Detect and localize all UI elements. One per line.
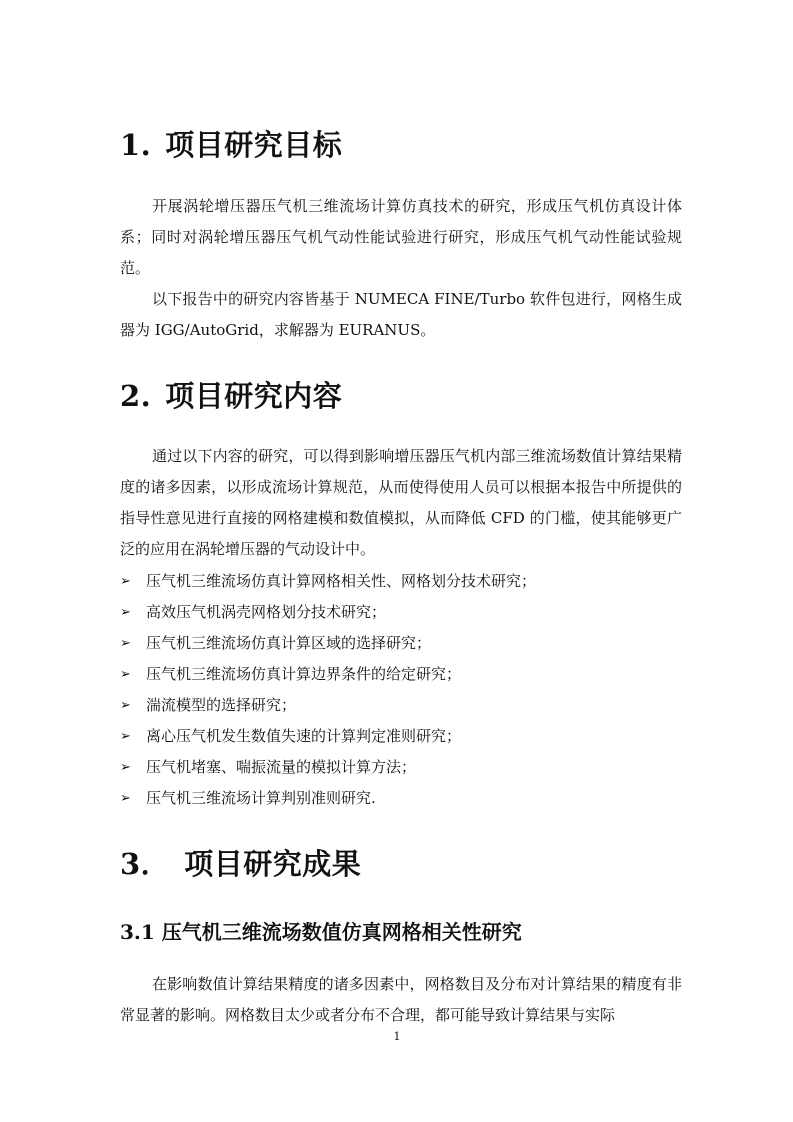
list-item: ➢ 湍流模型的选择研究；: [120, 690, 682, 721]
list-item: ➢ 压气机三维流场仿真计算网格相关性、网格划分技术研究；: [120, 566, 682, 597]
arrowhead-right-icon: ➢: [120, 791, 131, 806]
subsection-3-1-paragraph: 在影响数值计算结果精度的诸多因素中，网格数目及分布对计算结果的精度有非常显著的影响。网格数目太少或者分布不合理，都可能导致计算结果与实际: [120, 975, 682, 1024]
arrowhead-right-icon: ➢: [120, 729, 131, 744]
research-content-list: [120, 566, 682, 814]
section-1-paragraph-1: 开展涡轮增压器压气机三维流场计算仿真技术的研究，形成压气机仿真设计体系；同时对涡轮增压器压气机气动性能试验进行研究，形成压气机气动性能试验规范。: [120, 197, 682, 277]
section-2-heading: [120, 378, 342, 414]
section-1-paragraph-2: 以下报告中的研究内容皆基于 NUMECA FINE/Turbo 软件包进行，网格生成器为 IGG/AutoGrid，求解器为 EURANUS。: [120, 290, 682, 339]
list-item: ➢ 高效压气机涡壳网格划分技术研究；: [120, 597, 682, 628]
arrowhead-right-icon: ➢: [120, 698, 131, 713]
arrowhead-right-icon: ➢: [120, 636, 131, 651]
list-item: ➢ 压气机三维流场仿真计算区域的选择研究；: [120, 628, 682, 659]
section-2-title: 项目研究内容: [165, 379, 343, 413]
subsection-3-1-heading: 3.1 压气机三维流场数值仿真网格相关性研究: [120, 920, 522, 944]
section-1-heading: [120, 127, 342, 163]
arrowhead-right-icon: ➢: [120, 667, 131, 682]
arrowhead-right-icon: ➢: [120, 605, 131, 620]
section-3-title: 项目研究成果: [184, 847, 362, 881]
list-item: ➢ 压气机三维流场仿真计算边界条件的给定研究；: [120, 659, 682, 690]
section-1-number: 1.: [120, 128, 152, 162]
section-3-heading: [120, 846, 361, 882]
section-2-number: 2.: [120, 379, 152, 413]
section-1-title: 项目研究目标: [165, 128, 343, 162]
section-2-paragraph: 通过以下内容的研究，可以得到影响增压器压气机内部三维流场数值计算结果精度的诸多因素，以形成流场计算规范，从而使得使用人员可以根据本报告中所提供的指导性意见进行直接的网格建模和数值模拟，从而降低 CFD 的门槛，使其能够更广泛的应用在涡轮增压器的气动设计中。: [120, 447, 682, 558]
section-3-number: 3．: [120, 847, 171, 881]
page-number: 1: [393, 1030, 401, 1043]
list-item: ➢ 压气机堵塞、喘振流量的模拟计算方法；: [120, 752, 682, 783]
list-item: ➢ 压气机三维流场计算判别准则研究.: [120, 783, 682, 814]
arrowhead-right-icon: ➢: [120, 574, 131, 589]
arrowhead-right-icon: ➢: [120, 760, 131, 775]
list-item: ➢ 离心压气机发生数值失速的计算判定准则研究；: [120, 721, 682, 752]
